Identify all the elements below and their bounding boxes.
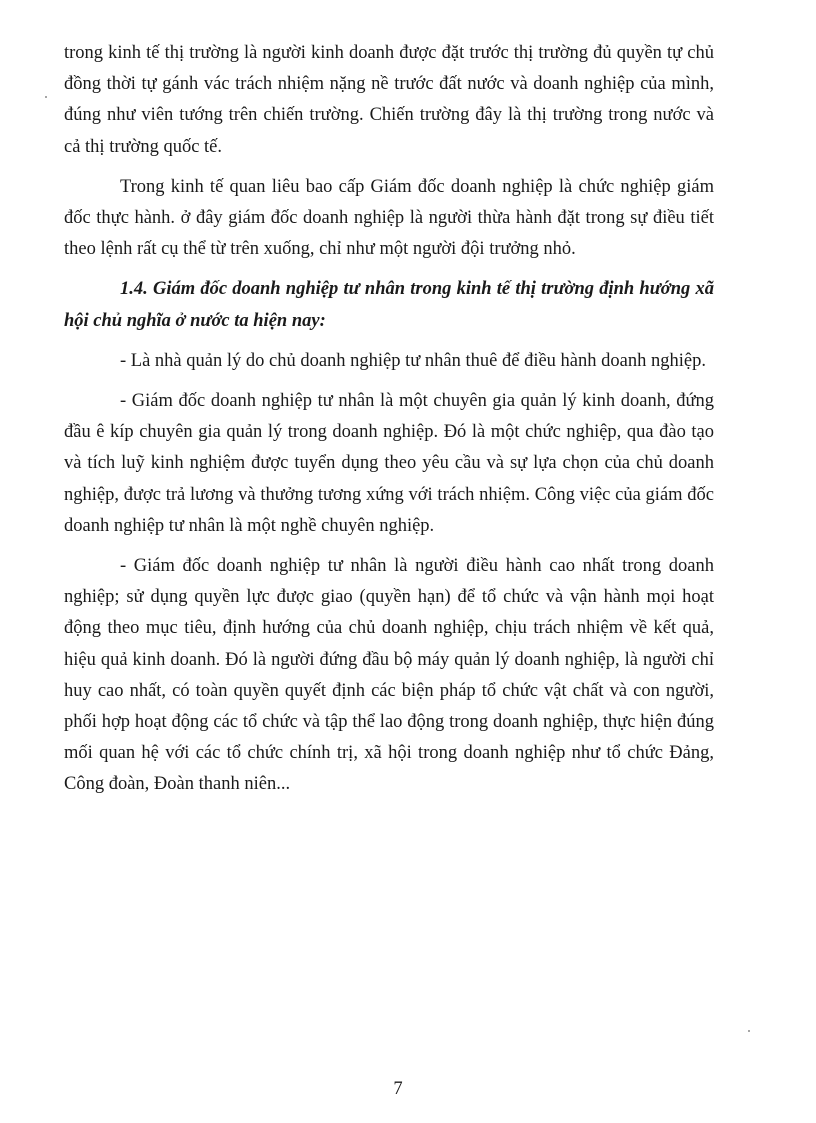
paragraph-bureaucratic-director: Trong kinh tế quan liêu bao cấp Giám đốc doanh nghiệp là chức nghiệp giám đốc thực hành. ở đây giám đốc doanh nghiệp là người thừa hành đặt trong sự điều tiết theo lệnh rất cụ thể từ trên xuống, chỉ như một người đội trưởng nhỏ. <box>64 176 714 260</box>
bullet-highest-executive: - Giám đốc doanh nghiệp tư nhân là người điều hành cao nhất trong doanh nghiệp; sử dụng quyền lực được giao (quyền hạn) để tổ chức và vận hành mọi hoạt động theo mục tiêu, định hướng của chủ doanh nghiệp, chịu trách nhiệm về kết quả, hiệu quả kinh doanh. Đó là người đứng đầu bộ máy quản lý doanh nghiệp, là người chỉ huy cao nhất, có toàn quyền quyết định các biện pháp tổ chức vật chất và con người, phối hợp hoạt động các tổ chức và tập thể lao động trong doanh nghiệp, thực hiện đúng mối quan hệ với các tổ chức chính trị, xã hội trong doanh nghiệp như tổ chức Đảng, Công đoàn, Đoàn thanh niên... <box>64 556 714 795</box>
scan-speck <box>45 96 47 98</box>
paragraph-continuation: trong kinh tế thị trường là người kinh doanh được đặt trước thị trường đủ quyền tự chủ đồng thời tự gánh vác trách nhiệm nặng nề trước đất nước và doanh nghiệp của mình, đúng như viên tướng trên chiến trường. Chiến trường đây là thị trường trong nước và cả thị trường quốc tế. <box>64 43 714 157</box>
bullet-hired-manager: - Là nhà quản lý do chủ doanh nghiệp tư nhân thuê để điều hành doanh nghiệp. <box>120 350 706 371</box>
page-number: 7 <box>393 1079 403 1099</box>
document-body <box>64 38 714 810</box>
scan-speck <box>748 1030 750 1032</box>
section-heading-1-4: 1.4. Giám đốc doanh nghiệp tư nhân trong kinh tế thị trường định hướng xã hội chủ nghĩa ở nước ta hiện nay: <box>64 279 714 331</box>
bullet-management-expert: - Giám đốc doanh nghiệp tư nhân là một chuyên gia quản lý kinh doanh, đứng đầu ê kíp chuyên gia quản lý trong doanh nghiệp. Đó là một chức nghiệp, qua đào tạo và tích luỹ kinh nghiệm được tuyển dụng theo yêu cầu và sự lựa chọn của chủ doanh nghiệp, được trả lương và thưởng tương xứng với trách nhiệm. Công việc của giám đốc doanh nghiệp tư nhân là một nghề chuyên nghiệp. <box>64 391 714 536</box>
